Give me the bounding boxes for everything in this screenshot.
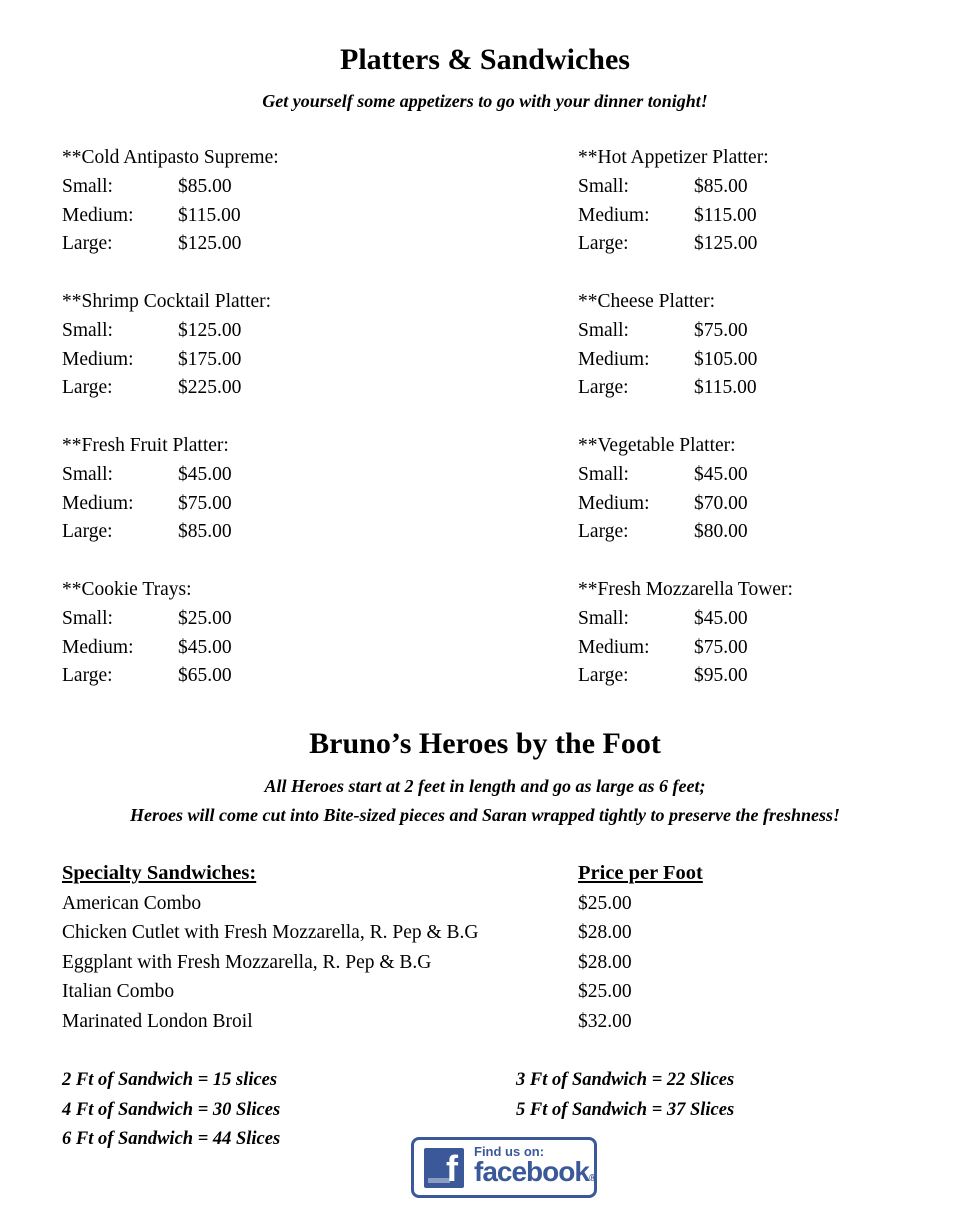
platter-price-row [578, 662, 970, 691]
registered-mark: ® [588, 1172, 597, 1184]
size-label: Small: [578, 175, 629, 197]
price-value: $225.00 [178, 377, 242, 399]
price-value: $70.00 [694, 492, 748, 514]
size-label: Large: [62, 521, 113, 543]
price-value: $45.00 [694, 607, 748, 629]
platter-price-row [578, 490, 970, 519]
page-subtitle: Get yourself some appetizers to go with your dinner tonight! [262, 91, 708, 111]
size-label: Medium: [62, 492, 134, 514]
platter-item [62, 288, 578, 403]
price-value: $25.00 [178, 607, 232, 629]
price-value: $125.00 [694, 233, 758, 255]
platter-price-row [578, 605, 970, 634]
price-value: $115.00 [694, 377, 757, 399]
platter-item [578, 288, 970, 403]
platter-name: **Fresh Mozzarella Tower: [578, 578, 793, 600]
platter-item [578, 432, 970, 547]
size-label: Small: [62, 463, 113, 485]
sandwich-price: $32.00 [578, 1010, 632, 1032]
sandwich-price: $25.00 [578, 981, 632, 1003]
price-value: $85.00 [694, 175, 748, 197]
platter-price-row [62, 662, 578, 691]
price-per-foot-header: Price per Foot [578, 861, 703, 884]
sandwich-row [62, 889, 970, 919]
size-label: Large: [578, 377, 629, 399]
specialty-sandwiches-table [62, 858, 970, 1037]
price-value: $105.00 [694, 348, 758, 370]
price-value: $45.00 [178, 463, 232, 485]
platter-price-row [578, 202, 970, 231]
platter-item [62, 432, 578, 547]
platter-item [578, 576, 970, 691]
platter-name: **Cheese Platter: [578, 290, 716, 312]
slice-note: 6 Ft of Sandwich = 44 Slices [62, 1129, 281, 1150]
price-value: $45.00 [694, 463, 748, 485]
platter-price-row [578, 461, 970, 490]
sandwich-rows [62, 889, 970, 1037]
size-label: Medium: [578, 636, 650, 658]
platter-price-row [62, 230, 578, 259]
heroes-title: Bruno’s Heroes by the Foot [309, 726, 661, 760]
specialty-sandwiches-header-row [62, 858, 970, 889]
facebook-wordmark: facebook [474, 1155, 589, 1187]
sandwich-name: Marinated London Broil [62, 1010, 253, 1032]
sandwich-name: Chicken Cutlet with Fresh Mozzarella, R. Pep & B.G [62, 922, 479, 944]
size-label: Large: [62, 377, 113, 399]
platter-price-row [62, 605, 578, 634]
page-title: Platters & Sandwiches [340, 43, 630, 76]
size-label: Small: [62, 607, 113, 629]
price-value: $80.00 [694, 521, 748, 543]
price-value: $45.00 [178, 636, 232, 658]
price-value: $125.00 [178, 233, 242, 255]
price-value: $75.00 [694, 636, 748, 658]
platter-name: **Cold Antipasto Supreme: [62, 147, 279, 168]
sandwich-name: American Combo [62, 892, 202, 914]
sandwich-price: $28.00 [578, 951, 632, 973]
size-label: Medium: [62, 204, 134, 226]
facebook-f-icon [424, 1148, 464, 1188]
price-value: $175.00 [178, 348, 242, 370]
facebook-badge[interactable] [411, 1137, 597, 1198]
size-label: Small: [62, 319, 113, 341]
size-label: Small: [62, 175, 113, 197]
price-value: $115.00 [694, 204, 757, 226]
facebook-f-letter: f [446, 1147, 458, 1188]
price-value: $125.00 [178, 319, 242, 341]
size-label: Small: [578, 463, 629, 485]
platter-price-row [62, 202, 578, 231]
slice-note: 4 Ft of Sandwich = 30 Slices [62, 1099, 281, 1120]
size-label: Small: [578, 319, 629, 341]
platter-price-row [578, 634, 970, 663]
platter-price-row [578, 518, 970, 547]
size-label: Medium: [62, 348, 134, 370]
specialty-sandwiches-header: Specialty Sandwiches: [62, 861, 257, 884]
platter-price-row [62, 317, 578, 346]
size-label: Large: [62, 233, 113, 255]
platter-name: **Hot Appetizer Platter: [578, 147, 769, 168]
heroes-subtitle-line1: All Heroes start at 2 feet in length and go as large as 6 feet; [264, 775, 706, 796]
platter-item [62, 576, 578, 691]
platter-name: **Shrimp Cocktail Platter: [62, 290, 272, 312]
slice-note: 5 Ft of Sandwich = 37 Slices [516, 1099, 735, 1120]
platter-price-row [62, 490, 578, 519]
sandwich-price: $28.00 [578, 922, 632, 944]
platter-price-row [578, 317, 970, 346]
size-label: Large: [578, 521, 629, 543]
platter-price-row [62, 461, 578, 490]
size-label: Medium: [578, 492, 650, 514]
price-value: $65.00 [178, 665, 232, 687]
platter-name: **Fresh Fruit Platter: [62, 434, 229, 456]
platter-price-row [62, 634, 578, 663]
sandwich-name: Italian Combo [62, 981, 175, 1003]
heroes-subtitle-line2: Heroes will come cut into Bite-sized pieces and Saran wrapped tightly to preserve the freshness! [130, 804, 840, 825]
platter-price-row [62, 518, 578, 547]
sandwich-row [62, 948, 970, 978]
platter-price-row [578, 346, 970, 375]
platter-price-row [578, 173, 970, 202]
price-value: $85.00 [178, 521, 232, 543]
slice-note: 3 Ft of Sandwich = 22 Slices [516, 1070, 735, 1091]
size-label: Medium: [578, 204, 650, 226]
platters-grid [62, 144, 970, 720]
price-value: $85.00 [178, 175, 232, 197]
price-value: $75.00 [694, 319, 748, 341]
price-value: $75.00 [178, 492, 232, 514]
platter-name: **Cookie Trays: [62, 578, 192, 600]
platter-price-row [62, 173, 578, 202]
sandwich-row [62, 918, 970, 948]
platter-item [62, 144, 578, 259]
size-label: Medium: [578, 348, 650, 370]
size-label: Medium: [62, 636, 134, 658]
sandwich-row [62, 977, 970, 1007]
sandwich-price: $25.00 [578, 892, 632, 914]
price-value: $95.00 [694, 665, 748, 687]
platter-item [578, 144, 970, 259]
facebook-badge-text [474, 1144, 596, 1192]
size-label: Large: [578, 233, 629, 255]
platter-price-row [578, 230, 970, 259]
facebook-wordmark-row [474, 1155, 597, 1192]
size-label: Large: [62, 665, 113, 687]
slice-note: 2 Ft of Sandwich = 15 slices [62, 1070, 278, 1091]
platter-price-row [62, 346, 578, 375]
sandwich-row [62, 1007, 970, 1037]
platter-price-row [62, 374, 578, 403]
platter-name: **Vegetable Platter: [578, 434, 736, 456]
size-label: Small: [578, 607, 629, 629]
size-label: Large: [578, 665, 629, 687]
platter-price-row [578, 374, 970, 403]
sandwich-name: Eggplant with Fresh Mozzarella, R. Pep & B.G [62, 951, 432, 973]
facebook-find-us-label: Find us on: [474, 1143, 545, 1159]
price-value: $115.00 [178, 204, 241, 226]
